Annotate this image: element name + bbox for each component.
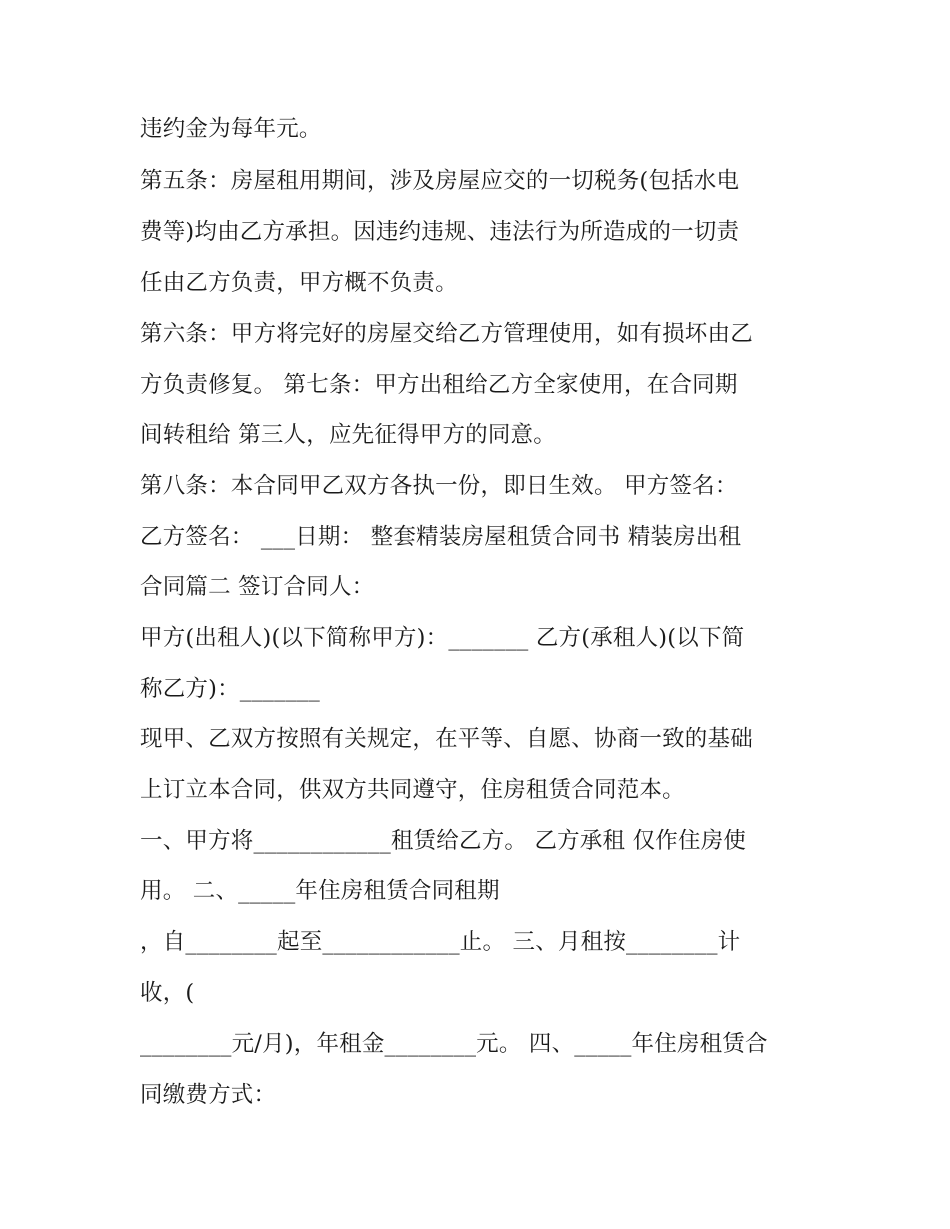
text-line: ________元/月)，年租金________元。 四、_____年住房租赁合	[140, 1031, 768, 1057]
text-line: 第八条：本合同甲乙双方各执一份，即日生效。 甲方签名：	[140, 473, 738, 499]
text-line: 第六条：甲方将完好的房屋交给乙方管理使用，如有损坏由乙	[140, 321, 753, 347]
text-line: ，自________起至____________止。 三、月租按________计	[140, 929, 741, 955]
text-line: 用。 二、_____年住房租赁合同租期	[140, 878, 500, 904]
text-line: 甲方(出租人)(以下简称甲方)：_______ 乙方(承租人)(以下简	[140, 625, 745, 651]
text-line: 收，(	[140, 980, 195, 1006]
text-line: 第五条：房屋租用期间，涉及房屋应交的一切税务(包括水电	[140, 168, 740, 194]
text-line: 合同篇二 签订合同人：	[140, 574, 375, 600]
text-line: 间转租给 第三人，应先征得甲方的同意。	[140, 422, 556, 448]
text-line: 现甲、乙双方按照有关规定，在平等、自愿、协商一致的基础	[140, 726, 753, 752]
text-line: 同缴费方式：	[140, 1082, 277, 1108]
text-line: 任由乙方负责，甲方概不负责。	[140, 270, 458, 296]
text-line: 方负责修复。 第七条：甲方出租给乙方全家使用，在合同期	[140, 372, 738, 398]
text-line: 费等)均由乙方承担。因违约违规、违法行为所造成的一切责	[140, 219, 740, 245]
text-line: 一、甲方将____________租赁给乙方。 乙方承租 仅作住房使	[140, 828, 747, 854]
text-line: 乙方签名： ___日期： 整套精装房屋租赁合同书 精装房出租	[140, 524, 742, 550]
text-line: 违约金为每年元。	[140, 116, 322, 142]
text-line: 上订立本合同，供双方共同遵守，住房租赁合同范本。	[140, 777, 685, 803]
text-line: 称乙方)：_______	[140, 676, 320, 702]
